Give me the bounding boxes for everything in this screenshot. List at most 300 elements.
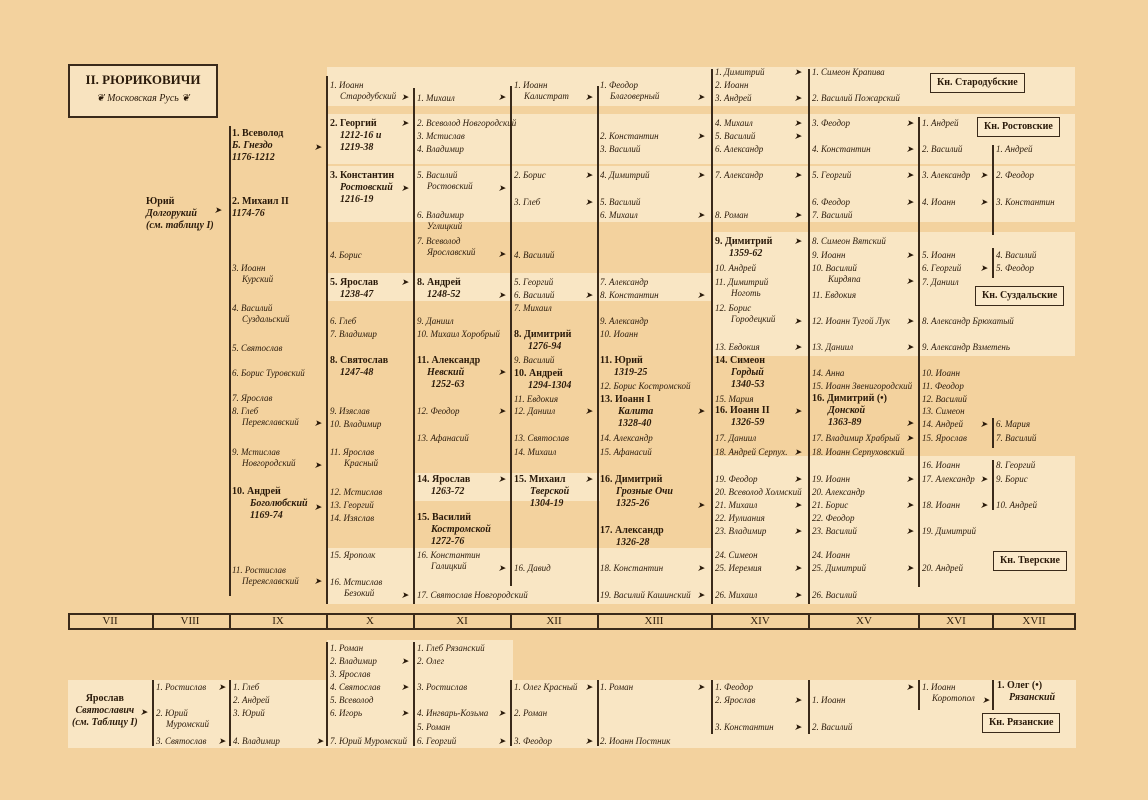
arrow-icon: ➤ [585, 474, 593, 484]
person: 7. Василий [996, 433, 1037, 443]
person: 17. Даниил [715, 433, 757, 443]
arrow-icon: ➤ [980, 263, 988, 273]
connector [992, 248, 994, 278]
root-yaroslav [72, 693, 138, 729]
person: 16. Константин Галицкий [417, 550, 481, 571]
person: 1. Димитрий [715, 67, 765, 77]
person-yuri: 11. Юрий 1319-25 [600, 355, 648, 378]
person: 4. Михаил [715, 118, 753, 128]
person: 2. Андрей [233, 695, 270, 705]
person: 1. Глеб [233, 682, 260, 692]
ruler-tick [918, 613, 920, 629]
person: 4. Василий [514, 250, 555, 260]
person: 10. Михаил Хоробрый [417, 329, 500, 339]
person: 7. Ярослав [232, 393, 273, 403]
person-konstantin: 3. Константин Ростовский 1216-19 [330, 170, 395, 205]
person: 3. Глеб [514, 197, 541, 207]
connector [808, 680, 810, 734]
person: 15. Ярополк [330, 550, 376, 560]
person: 1. Глеб Рязанский [417, 643, 485, 653]
connector [229, 680, 231, 746]
arrow-icon: ➤ [401, 118, 409, 128]
person: 15. Мария [715, 394, 754, 404]
root-yuri [146, 196, 214, 232]
arrow-icon: ➤ [697, 170, 705, 180]
generation-rule [68, 628, 1076, 630]
gen-label: XVI [946, 615, 966, 627]
person: 18. Андрей Серпух. [715, 447, 788, 457]
person: 12. Мстислав [330, 487, 383, 497]
person: 2. Константин [600, 131, 659, 141]
person: 16. Иоанн [922, 460, 960, 470]
person: 15. Иоанн Звенигородский [812, 381, 913, 391]
person: 3. Василий [600, 144, 641, 154]
person-vsevolod: 1. Всеволод Б. Гнездо 1176-1212 [232, 128, 284, 163]
person: 11. Феодор [922, 381, 964, 391]
arrow-icon: ➤ [906, 118, 914, 128]
person: 6. Василий [514, 290, 555, 300]
person: 3. Феодор [812, 118, 851, 128]
arrow-icon: ➤ [585, 170, 593, 180]
person: 3. Константин [996, 197, 1055, 207]
arrow-icon: ➤ [585, 197, 593, 207]
person: 5. Всеволод [330, 695, 374, 705]
person: 16. Мстислав Безокий [330, 577, 383, 598]
gen-label: XIV [750, 615, 770, 627]
root-epithet: Долгорукий [146, 208, 197, 219]
arrow-icon: ➤ [585, 290, 593, 300]
person: 9. Изяслав [330, 406, 370, 416]
person: 12. Борис Костромской [600, 381, 691, 391]
person-yaroslav: 5. Ярослав 1238-47 [330, 277, 379, 300]
arrow-icon: ➤ [697, 500, 705, 510]
person: 14. Михаил [514, 447, 557, 457]
person: 24. Симеон [715, 550, 758, 560]
person: 20. Александр [812, 487, 865, 497]
person-dmitry: 8. Димитрий 1276-94 [514, 329, 572, 352]
person: 10. Андрей [996, 500, 1038, 510]
person: 3. Ярослав [330, 669, 371, 679]
person: 9. Александр [600, 316, 649, 326]
connector [510, 86, 512, 586]
arrow-icon: ➤ [498, 367, 506, 377]
connector [808, 69, 810, 604]
person: 5. Василий [715, 131, 756, 141]
person: 26. Василий [812, 590, 857, 600]
person: 9. Василий [514, 355, 555, 365]
gen-label: XVII [1022, 615, 1046, 627]
person: 2. Иоанн [715, 80, 749, 90]
person: 3. Феодор [514, 736, 553, 746]
arrow-icon: ➤ [498, 249, 506, 259]
arrow-icon: ➤ [697, 682, 705, 692]
person: 13. Евдокия [715, 342, 760, 352]
person: 1. Иоанн Калистрат [514, 80, 569, 101]
ruler-tick [229, 613, 231, 629]
person: 1. Иоанн Стародубский [330, 80, 397, 101]
person: 11. Димитрий Ноготь [715, 277, 769, 298]
arrow-icon: ➤ [794, 131, 802, 141]
person: 8. Георгий [996, 460, 1036, 470]
person: 2. Василий [812, 722, 853, 732]
arrow-icon: ➤ [401, 656, 409, 666]
person: 1. Олег Красный [514, 682, 578, 692]
arrow-icon: ➤ [980, 170, 988, 180]
arrow-icon: ➤ [401, 277, 409, 287]
person-andrei-bogolyubsky: 10. Андрей Боголюбский 1169-74 [232, 486, 308, 521]
person: 9. Мстислав Новгородский [232, 447, 296, 468]
person: 10. Владимир [330, 419, 382, 429]
person: 13. Афанасий [417, 433, 469, 443]
person: 4. Владимир [233, 736, 280, 746]
person: 5. Роман [417, 722, 451, 732]
person: 6. Владимир Углицкий [417, 210, 464, 231]
connector [992, 418, 994, 448]
person: 13. Святослав [514, 433, 569, 443]
connector [229, 126, 231, 596]
arrow-icon: ➤ [906, 682, 914, 692]
person: 5. Святослав [232, 343, 283, 353]
person: 2. Всеволод Новгородский [417, 118, 517, 128]
person: 22. Феодор [812, 513, 855, 523]
arrow-icon: ➤ [906, 197, 914, 207]
person: 10. Андрей [715, 263, 757, 273]
arrow-icon: ➤ [794, 316, 802, 326]
arrow-icon: ➤ [906, 276, 914, 286]
person: 4. Святослав [330, 682, 381, 692]
person: 2. Феодор [996, 170, 1035, 180]
arrow-icon: ➤ [585, 736, 593, 746]
person: 15. Ярослав [922, 433, 967, 443]
person-dmitry-terrible-eyes: 16. Димитрий Грозные Очи 1325-26 [600, 474, 673, 509]
house-rostov: Кн. Ростовские [977, 117, 1060, 137]
gen-label: XV [856, 615, 872, 627]
person: 7. Василий [812, 210, 853, 220]
gen-label: X [366, 615, 374, 627]
ruler-tick [68, 613, 70, 629]
person: 3. Юрий [233, 708, 265, 718]
house-starodub: Кн. Стародубские [930, 73, 1025, 93]
arrow-icon: ➤ [314, 502, 322, 512]
person: 26. Михаил [715, 590, 758, 600]
person-mikhail-tver: 15. Михаил Тверской 1304-19 [514, 474, 570, 509]
person: 11. Евдокия [514, 394, 559, 404]
arrow-icon: ➤ [980, 419, 988, 429]
person: 13. Даниил [812, 342, 854, 352]
connector [326, 76, 328, 604]
person: 20. Андрей [922, 563, 964, 573]
person: 6. Феодор [812, 197, 851, 207]
person: 2. Борис [514, 170, 546, 180]
ornament-icon: ❦ [96, 93, 108, 104]
person: 2. Василий [922, 144, 963, 154]
person: 7. Александр [715, 170, 764, 180]
arrow-icon: ➤ [794, 695, 802, 705]
person: 12. Даниил [514, 406, 556, 416]
person: 7. Михаил [514, 303, 552, 313]
arrow-icon: ➤ [906, 563, 914, 573]
gen-label: IX [272, 615, 284, 627]
person: 8. Глеб Переяславский [232, 406, 299, 427]
person: 10. Иоанн [600, 329, 638, 339]
person: 10. Иоанн [922, 368, 960, 378]
person: 8. Роман [715, 210, 749, 220]
arrow-icon: ➤ [498, 183, 506, 193]
gen-label: XI [456, 615, 468, 627]
person: 6. Мария [996, 419, 1031, 429]
person: 1. Михаил [417, 93, 455, 103]
person-alexander-nevsky: 11. Александр Невский 1252-63 [417, 355, 481, 390]
person: 5. Василий Ростовский [417, 170, 473, 191]
person: 1. Ростислав [156, 682, 207, 692]
connector [597, 86, 599, 602]
person: 7. Всеволод Ярославский [417, 236, 476, 257]
arrow-icon: ➤ [498, 474, 506, 484]
person: 1. Роман [600, 682, 634, 692]
ruler-tick [808, 613, 810, 629]
person: 20. Всеволод Холмский [715, 487, 802, 497]
arrow-icon: ➤ [314, 418, 322, 428]
person: 5. Георгий [812, 170, 852, 180]
person: 11. Евдокия [812, 290, 857, 300]
arrow-icon: ➤ [794, 170, 802, 180]
person: 17. Александр [922, 474, 975, 484]
arrow-icon: ➤ [980, 474, 988, 484]
person: 2. Владимир [330, 656, 377, 666]
house-tver: Кн. Тверские [993, 551, 1067, 571]
arrow-icon: ➤ [794, 447, 802, 457]
person: 6. Георгий [417, 736, 457, 746]
person: 3. Ростислав [417, 682, 468, 692]
person: 18. Иоанн Серпуховский [812, 447, 905, 457]
person: 13. Георгий [330, 500, 374, 510]
person: 14. Анна [812, 368, 845, 378]
arrow-icon: ➤ [794, 93, 802, 103]
person: 22. Иулиания [715, 513, 765, 523]
person: 3. Константин [715, 722, 774, 732]
person-vasily-kostroma: 15. Василий Костромской 1272-76 [417, 512, 491, 547]
person-dmitry-suzdal: 9. Димитрий 1359-62 [715, 236, 773, 259]
person: 4. Константин [812, 144, 871, 154]
person: 25. Иеремия [715, 563, 762, 573]
person: 1. Андрей [922, 118, 959, 128]
arrow-icon: ➤ [794, 563, 802, 573]
person: 14. Изяслав [330, 513, 375, 523]
person: 4. Василий [996, 250, 1037, 260]
arrow-icon: ➤ [906, 418, 914, 428]
gen-label: VIII [180, 615, 200, 627]
person: 5. Феодор [996, 263, 1035, 273]
person: 12. Василий [922, 394, 967, 404]
person-svyatoslav: 8. Святослав 1247-48 [330, 355, 389, 378]
arrow-icon: ➤ [498, 708, 506, 718]
person: 16. Давид [514, 563, 551, 573]
connector [918, 680, 920, 710]
arrow-icon: ➤ [906, 250, 914, 260]
person: 15. Афанасий [600, 447, 652, 457]
arrow-icon: ➤ [140, 707, 148, 717]
arrow-icon: ➤ [980, 500, 988, 510]
person: 6. Борис Туровский [232, 368, 305, 378]
ruler-tick [597, 613, 599, 629]
person: 1. Феодор [715, 682, 754, 692]
arrow-icon: ➤ [982, 695, 990, 705]
person: 6. Михаил [600, 210, 638, 220]
person: 4. Василий Суздальский [232, 303, 290, 324]
house-ryazan: Кн. Рязанские [982, 713, 1060, 733]
root-epithet: Святославич [75, 705, 135, 716]
person-yaroslav-tver: 14. Ярослав 1263-72 [417, 474, 471, 497]
person-ivan-ii: 16. Иоанн II 1326-59 [715, 405, 770, 428]
house-suzdal: Кн. Суздальские [975, 286, 1064, 306]
arrow-icon: ➤ [697, 131, 705, 141]
arrow-icon: ➤ [585, 406, 593, 416]
person: 7. Даниил [922, 277, 959, 287]
arrow-icon: ➤ [794, 67, 802, 77]
arrow-icon: ➤ [498, 406, 506, 416]
table-title-box [68, 64, 218, 118]
arrow-icon: ➤ [794, 474, 802, 484]
person: 9. Борис [996, 474, 1028, 484]
connector [992, 680, 994, 710]
arrow-icon: ➤ [906, 170, 914, 180]
person: 14. Андрей [922, 419, 964, 429]
person: 23. Василий [812, 526, 857, 536]
arrow-icon: ➤ [794, 406, 802, 416]
person: 14. Александр [600, 433, 653, 443]
person: 6. Александр [715, 144, 764, 154]
ruler-tick [1074, 613, 1076, 629]
person: 8. Константин [600, 290, 659, 300]
arrow-icon: ➤ [314, 576, 322, 586]
person: 9. Александр Взметень [922, 342, 1010, 352]
arrow-icon: ➤ [585, 682, 593, 692]
connector [510, 680, 512, 746]
connector [597, 680, 599, 746]
person: 2. Юрий Муромский [156, 708, 209, 729]
person: 2. Василий Пожарский [812, 93, 900, 103]
arrow-icon: ➤ [906, 433, 914, 443]
arrow-icon: ➤ [794, 590, 802, 600]
arrow-icon: ➤ [906, 342, 914, 352]
person: 19. Феодор [715, 474, 758, 484]
connector [711, 69, 713, 604]
arrow-icon: ➤ [794, 722, 802, 732]
root-name: Ярослав [85, 693, 124, 704]
person: 3. Мстислав [417, 131, 465, 141]
connector [413, 642, 415, 746]
arrow-icon: ➤ [697, 290, 705, 300]
arrow-icon: ➤ [401, 183, 409, 193]
ornament-icon: ❦ [178, 93, 190, 104]
ruler-tick [992, 613, 994, 629]
connector [918, 117, 920, 587]
person: 21. Борис [812, 500, 849, 510]
person: 4. Иоанн [922, 197, 956, 207]
arrow-icon: ➤ [906, 144, 914, 154]
person-oleg-ryazansky: 1. Олег (•) Рязанский [997, 680, 1056, 703]
root-name: Юрий [146, 196, 175, 207]
connector [711, 680, 713, 734]
gen-label: XIII [644, 615, 664, 627]
connector [326, 642, 328, 746]
arrow-icon: ➤ [401, 590, 409, 600]
person: 4. Владимир [417, 144, 464, 154]
arrow-icon: ➤ [697, 210, 705, 220]
person-alexander-tver: 17. Александр 1326-28 [600, 525, 664, 548]
arrow-icon: ➤ [218, 736, 226, 746]
person: 1. Симеон Крапива [812, 67, 885, 77]
person: 5. Василий [600, 197, 641, 207]
person-andrei: 8. Андрей 1248-52 [417, 277, 461, 300]
root-note: (см. таблицу I) [146, 220, 214, 231]
person: 4. Ингварь-Козьма [417, 708, 489, 718]
arrow-icon: ➤ [316, 736, 324, 746]
person: 11. Ростислав Переяславский [232, 565, 299, 586]
arrow-icon: ➤ [314, 460, 322, 470]
person: 21. Михаил [715, 500, 758, 510]
person: 23. Владимир [715, 526, 767, 536]
person: 24. Иоанн [812, 550, 850, 560]
person: 19. Иоанн [812, 474, 850, 484]
arrow-icon: ➤ [697, 590, 705, 600]
person: 17. Святослав Новгородский [417, 590, 528, 600]
person-georgy: 2. Георгий 1212-16 и 1219-38 [330, 118, 382, 153]
person: 7. Александр [600, 277, 649, 287]
arrow-icon: ➤ [794, 210, 802, 220]
ruler-tick [152, 613, 154, 629]
person: 11. Ярослав Красный [330, 447, 379, 468]
person: 9. Даниил [417, 316, 454, 326]
arrow-icon: ➤ [585, 92, 593, 102]
arrow-icon: ➤ [794, 236, 802, 246]
person: 1. Иоанн [812, 695, 846, 705]
arrow-icon: ➤ [401, 682, 409, 692]
gen-label: XII [546, 615, 562, 627]
person: 3. Иоанн Курский [232, 263, 274, 284]
person: 5. Георгий [514, 277, 554, 287]
person: 8. Александр Брюхатый [922, 316, 1014, 326]
arrow-icon: ➤ [498, 92, 506, 102]
gen-label: VII [102, 615, 118, 627]
connector [992, 145, 994, 235]
subtitle-text: Московская Русь [107, 93, 179, 104]
person: 12. Борис Городецкий [715, 303, 776, 324]
connector [992, 460, 994, 510]
person-dmitry-donskoy: 16. Димитрий (•) Донской 1363-89 [812, 393, 887, 428]
person: 12. Иоанн Тугой Лук [812, 316, 891, 326]
arrow-icon: ➤ [906, 500, 914, 510]
person: 1. Феодор Благоверный [600, 80, 660, 101]
person: 7. Юрий Муромский [330, 736, 408, 746]
arrow-icon: ➤ [794, 500, 802, 510]
person: 7. Владимир [330, 329, 377, 339]
person: 3. Андрей [715, 93, 752, 103]
person: 9. Иоанн [812, 250, 846, 260]
arrow-icon: ➤ [697, 406, 705, 416]
person: 1. Роман [330, 643, 364, 653]
arrow-icon: ➤ [794, 118, 802, 128]
person: 13. Симеон [922, 406, 965, 416]
person: 4. Димитрий [600, 170, 650, 180]
person: 19. Димитрий [922, 526, 976, 536]
person: 6. Глеб [330, 316, 357, 326]
ruler-tick [413, 613, 415, 629]
person: 2. Ярослав [715, 695, 756, 705]
arrow-icon: ➤ [498, 563, 506, 573]
person: 8. Симеон Вятский [812, 236, 886, 246]
arrow-icon: ➤ [906, 474, 914, 484]
